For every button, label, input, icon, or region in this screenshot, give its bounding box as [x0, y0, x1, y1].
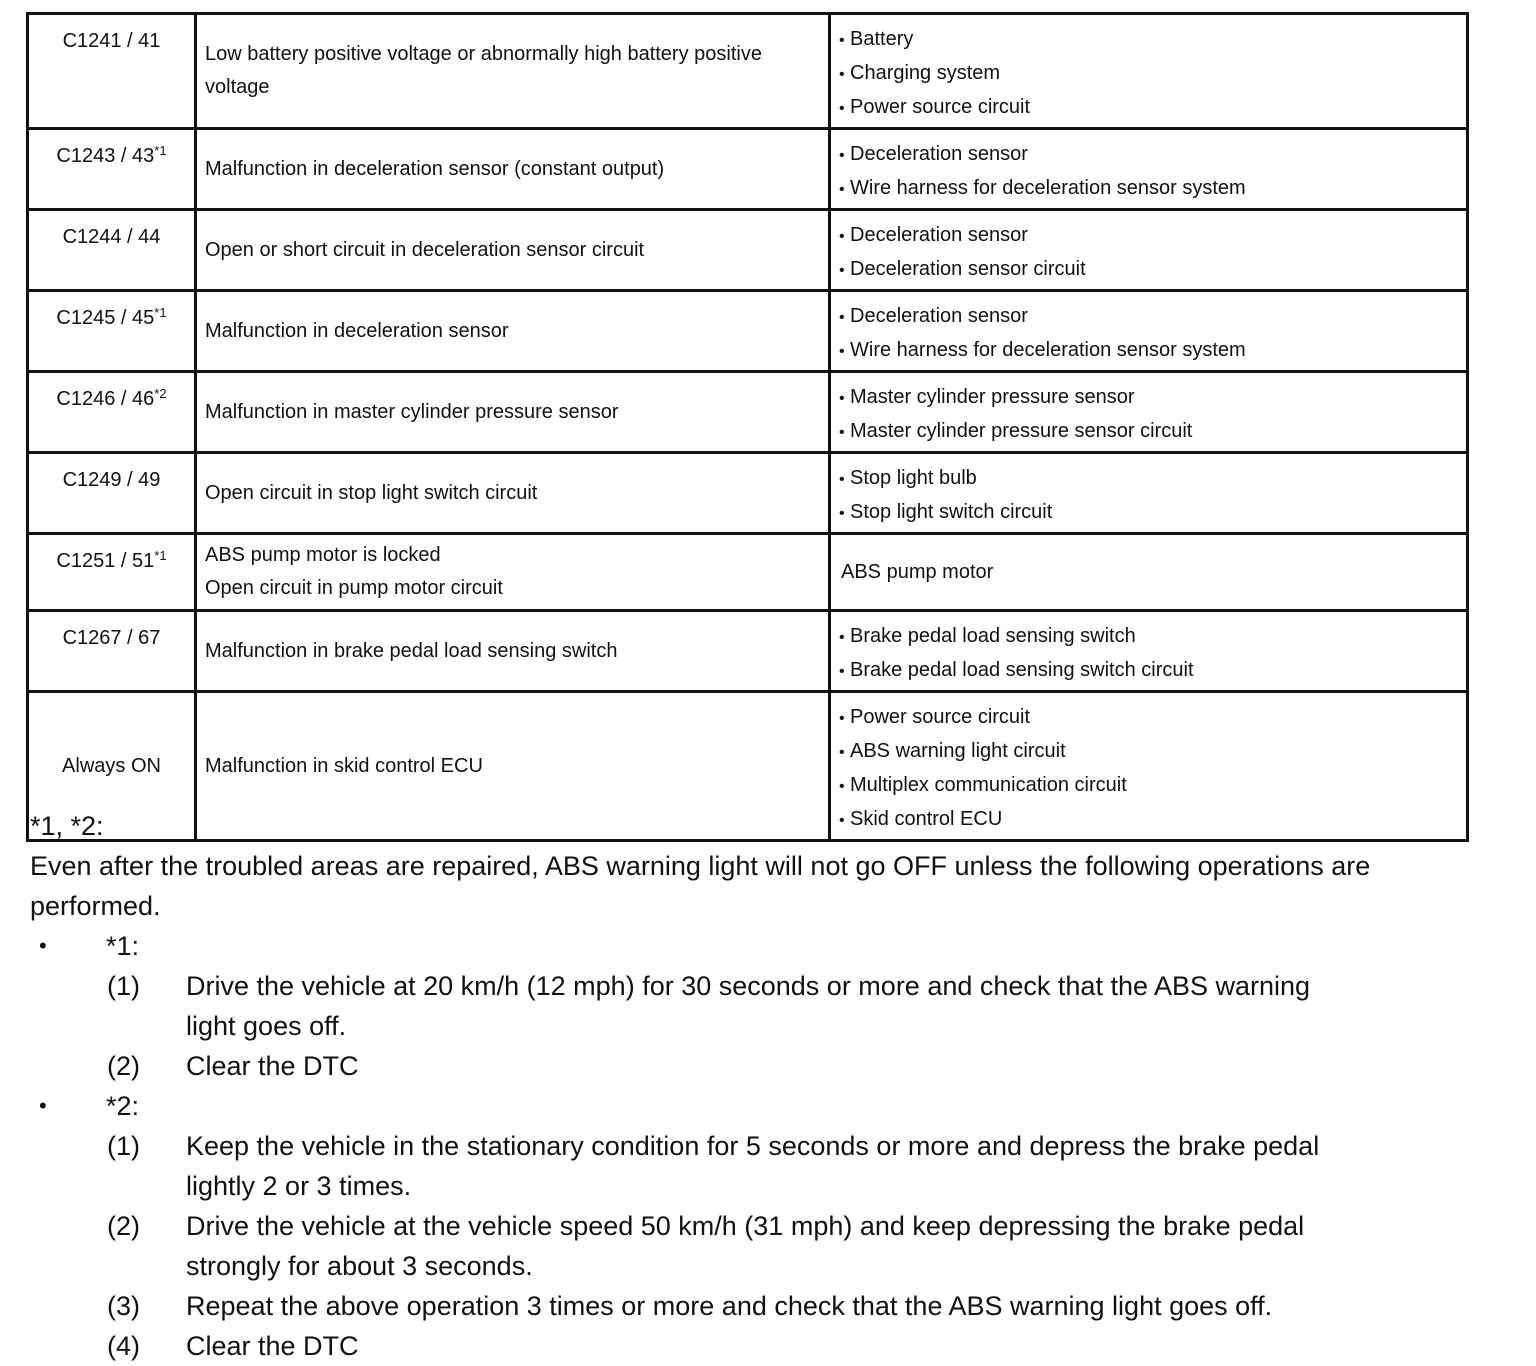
- dtc-code-cell: [28, 210, 196, 291]
- detection-item-text: Open or short circuit in deceleration sensor circuit: [205, 238, 645, 261]
- repair-notes: [30, 806, 1475, 1366]
- step-text: light goes off.: [186, 1011, 347, 1041]
- step-text: lightly 2 or 3 times.: [186, 1171, 412, 1201]
- dtc-code: C1249 / 49: [62, 469, 161, 491]
- bullet-icon: •: [39, 1093, 47, 1118]
- detection-item-text: ABS pump motor is locked: [205, 544, 441, 566]
- dtc-code-cell: [28, 372, 196, 453]
- step-text: Clear the DTC: [186, 1331, 359, 1361]
- trouble-area-item: • Master cylinder pressure sensor circuit: [839, 415, 1458, 449]
- dtc-code-cell: [28, 534, 196, 611]
- table-row: [28, 14, 1468, 129]
- table-row: [28, 372, 1468, 453]
- procedure-step: [30, 1046, 1475, 1086]
- trouble-area-cell: [830, 291, 1468, 372]
- dtc-table-body: [28, 14, 1468, 841]
- procedure-step: [30, 1206, 1475, 1286]
- procedure-step: [30, 966, 1475, 1046]
- detection-item-cell: [196, 611, 830, 692]
- trouble-area-item: • ABS warning light circuit: [839, 735, 1458, 769]
- table-row: [28, 129, 1468, 210]
- trouble-area-text: ABS pump motor: [841, 560, 994, 583]
- trouble-area-item: • Stop light bulb: [839, 462, 1458, 496]
- step-text: Drive the vehicle at the vehicle speed 50 km/h (31 mph) and keep depressing the brake pedal: [186, 1211, 1305, 1241]
- detection-item-cell: [196, 129, 830, 210]
- trouble-area-cell: [830, 534, 1468, 611]
- footnote-marker: *2: [154, 386, 167, 401]
- footnote-marker: *1: [154, 305, 167, 320]
- dtc-table: [26, 12, 1469, 842]
- dtc-code-cell: [28, 14, 196, 129]
- trouble-area-item: • Charging system: [839, 57, 1458, 91]
- table-row: [28, 210, 1468, 291]
- trouble-area-item: • Wire harness for deceleration sensor system: [839, 334, 1458, 368]
- trouble-area-cell: [830, 372, 1468, 453]
- procedure-group-label: *2:: [106, 1091, 140, 1121]
- detection-item-text: Low battery positive voltage or abnormally high battery positive: [205, 43, 762, 65]
- procedure-group: [30, 1086, 1475, 1366]
- detection-item-cell: [196, 14, 830, 129]
- trouble-area-item: • Skid control ECU: [839, 803, 1458, 837]
- table-row: [28, 291, 1468, 372]
- step-number: (2): [107, 1051, 140, 1081]
- dtc-code-cell: [28, 129, 196, 210]
- dtc-code-cell: [28, 453, 196, 534]
- step-text: strongly for about 3 seconds.: [186, 1251, 533, 1281]
- dtc-code: C1246 / 46: [56, 388, 155, 410]
- dtc-code: Always ON: [62, 754, 161, 777]
- detection-item-cell: [196, 453, 830, 534]
- step-number: (3): [107, 1291, 140, 1321]
- trouble-area-item: • Multiplex communication circuit: [839, 769, 1458, 803]
- dtc-code: C1245 / 45: [56, 307, 155, 329]
- procedure-step: [30, 1286, 1475, 1326]
- dtc-code: C1267 / 67: [62, 627, 161, 649]
- step-text: Repeat the above operation 3 times or more and check that the ABS warning light goes off.: [186, 1291, 1273, 1321]
- detection-item-text: Malfunction in brake pedal load sensing switch: [205, 639, 618, 662]
- dtc-code: C1241 / 41: [62, 30, 161, 52]
- detection-item-text: Open circuit in pump motor circuit: [205, 577, 503, 599]
- step-text: Keep the vehicle in the stationary condition for 5 seconds or more and depress the brake pedal: [186, 1131, 1320, 1161]
- trouble-area-item: • Stop light switch circuit: [839, 496, 1458, 530]
- dtc-code: C1251 / 51: [56, 550, 155, 572]
- table-row: [28, 453, 1468, 534]
- trouble-area-item: • Deceleration sensor: [839, 219, 1458, 253]
- step-number: (1): [107, 971, 140, 1001]
- trouble-area-cell: [830, 611, 1468, 692]
- procedure-step: [30, 1326, 1475, 1366]
- trouble-area-item: • Master cylinder pressure sensor: [839, 381, 1458, 415]
- detection-item-cell: [196, 372, 830, 453]
- dtc-code-cell: [28, 611, 196, 692]
- detection-item-cell: [196, 291, 830, 372]
- dtc-code-cell: [28, 291, 196, 372]
- trouble-area-item: • Deceleration sensor circuit: [839, 253, 1458, 287]
- dtc-code: C1243 / 43: [56, 145, 155, 167]
- detection-item-text: Malfunction in master cylinder pressure sensor: [205, 400, 619, 423]
- step-number: (4): [107, 1331, 140, 1361]
- notes-intro: Even after the troubled areas are repaired, ABS warning light will not go OFF unless the following operations are performed.: [30, 851, 1371, 921]
- detection-item-text: Malfunction in deceleration sensor (constant output): [205, 157, 665, 180]
- trouble-area-cell: [830, 129, 1468, 210]
- step-number: (1): [107, 1131, 140, 1161]
- trouble-area-item: • Deceleration sensor: [839, 138, 1458, 172]
- detection-item-text: voltage: [205, 76, 270, 98]
- trouble-area-item: • Deceleration sensor: [839, 300, 1458, 334]
- procedure-step: [30, 1126, 1475, 1206]
- step-number: (2): [107, 1211, 140, 1241]
- bullet-icon: •: [39, 933, 47, 958]
- trouble-area-cell: [830, 453, 1468, 534]
- trouble-area-item: • Brake pedal load sensing switch circuit: [839, 654, 1458, 688]
- procedure-group: [30, 926, 1475, 1086]
- procedure-group-label: *1:: [106, 931, 140, 961]
- trouble-area-cell: [830, 14, 1468, 129]
- detection-item-text: Open circuit in stop light switch circuit: [205, 481, 538, 504]
- table-row: [28, 611, 1468, 692]
- table-row: [28, 534, 1468, 611]
- step-text: Drive the vehicle at 20 km/h (12 mph) for 30 seconds or more and check that the ABS warning: [186, 971, 1311, 1001]
- detection-item-text: Malfunction in skid control ECU: [205, 754, 483, 777]
- detection-item-text: Malfunction in deceleration sensor: [205, 319, 509, 342]
- trouble-area-item: • Power source circuit: [839, 701, 1458, 735]
- trouble-area-item: • Brake pedal load sensing switch: [839, 620, 1458, 654]
- step-text: Clear the DTC: [186, 1051, 359, 1081]
- dtc-code: C1244 / 44: [62, 226, 161, 248]
- detection-item-cell: [196, 210, 830, 291]
- trouble-area-item: • Wire harness for deceleration sensor system: [839, 172, 1458, 206]
- trouble-area-item: • Power source circuit: [839, 91, 1458, 125]
- trouble-area-cell: [830, 210, 1468, 291]
- footnote-marker: *1: [154, 548, 167, 563]
- notes-heading: *1, *2:: [30, 811, 104, 841]
- detection-item-cell: [196, 534, 830, 611]
- footnote-marker: *1: [154, 143, 167, 158]
- notes-groups: [30, 926, 1475, 1366]
- trouble-area-item: • Battery: [839, 23, 1458, 57]
